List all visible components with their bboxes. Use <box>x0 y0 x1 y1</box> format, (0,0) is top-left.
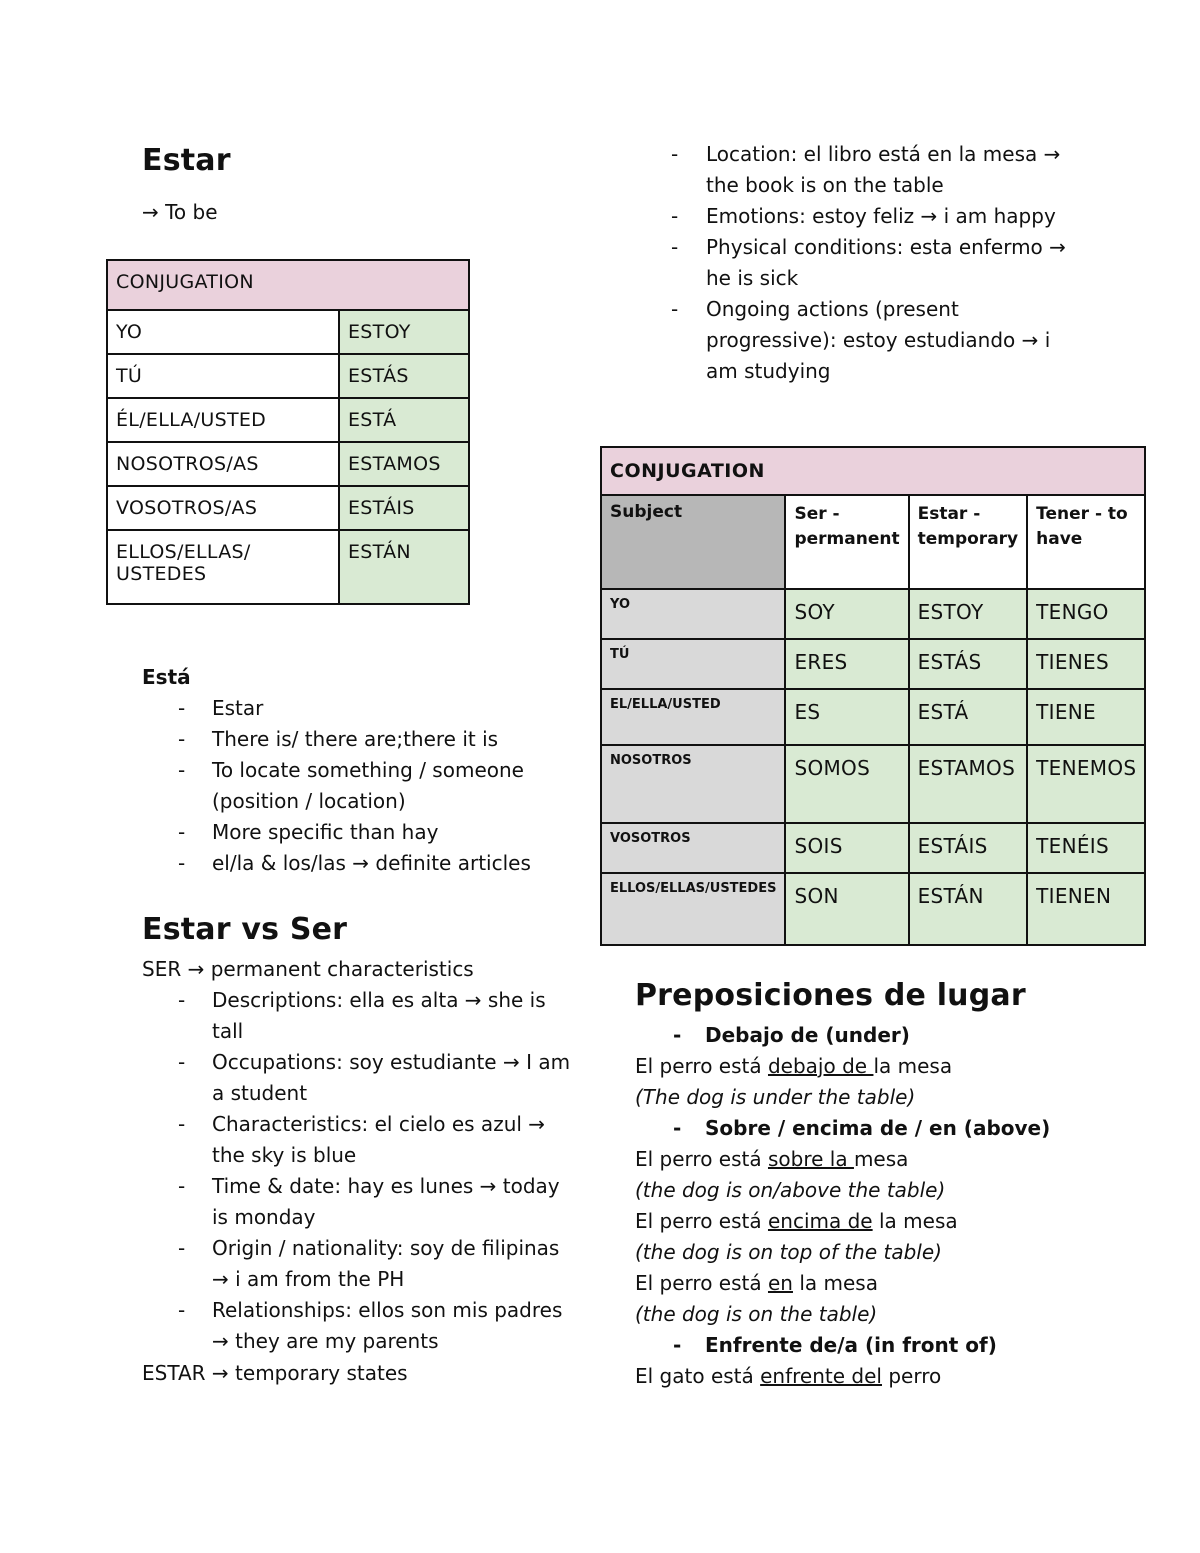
subject-cell: TÚ <box>107 354 339 398</box>
list-item: - To locate something / someone (position / location) <box>178 758 524 813</box>
estar-conjugation-table <box>106 259 470 605</box>
ser-cell: ERES <box>785 639 908 689</box>
prep-heading-under: - Debajo de (under) <box>673 1023 910 1047</box>
column-header: Tener - to have <box>1027 495 1145 589</box>
estar-cell: ESTÁ <box>909 689 1028 745</box>
estar-cell: ESTÁS <box>909 639 1028 689</box>
table-row <box>107 398 469 442</box>
estar-cell: ESTÁIS <box>909 823 1028 873</box>
subject-cell: NOSOTROS/AS <box>107 442 339 486</box>
list-item: - More specific than hay <box>178 820 439 844</box>
list-item: - Physical conditions: esta enfermo → he is sick <box>671 235 1066 290</box>
table-row <box>107 442 469 486</box>
ser-cell: SON <box>785 873 908 945</box>
header-row <box>601 495 1145 589</box>
estar-line: ESTAR → temporary states <box>142 1361 408 1385</box>
ser-cell: SOIS <box>785 823 908 873</box>
ser-cell: SOMOS <box>785 745 908 823</box>
example-sentence: El gato está enfrente del perro <box>635 1364 942 1388</box>
esta-bullet-list <box>142 693 572 879</box>
table-row <box>107 486 469 530</box>
prep-heading-above: - Sobre / encima de / en (above) <box>673 1116 1051 1140</box>
table-row <box>107 354 469 398</box>
example-sentence: El perro está debajo de la mesa <box>635 1054 953 1078</box>
estar-title: Estar <box>142 143 231 178</box>
form-cell: ESTÁIS <box>339 486 469 530</box>
table-row <box>107 310 469 354</box>
tener-cell: TIENES <box>1027 639 1145 689</box>
subject-cell: YO <box>107 310 339 354</box>
list-item: - Time & date: hay es lunes → today is monday <box>178 1174 560 1229</box>
preposiciones-title: Preposiciones de lugar <box>635 978 1026 1013</box>
tener-cell: TIENEN <box>1027 873 1145 945</box>
tener-cell: TIENE <box>1027 689 1145 745</box>
form-cell: ESTÁ <box>339 398 469 442</box>
list-item: - Occupations: soy estudiante → I am a student <box>178 1050 571 1105</box>
subject-cell: VOSOTROS <box>601 823 785 873</box>
example-translation: (the dog is on the table) <box>635 1302 878 1326</box>
tener-cell: TENGO <box>1027 589 1145 639</box>
example-sentence: El perro está en la mesa <box>635 1271 878 1295</box>
tener-cell: TENÉIS <box>1027 823 1145 873</box>
list-item: - Ongoing actions (present progressive): estoy estudiando → i am studying <box>671 297 1051 383</box>
table-row <box>601 689 1145 745</box>
column-header: Subject <box>601 495 785 589</box>
example-translation: (the dog is on/above the table) <box>635 1178 946 1202</box>
example-sentence: El perro está sobre la mesa <box>635 1147 909 1171</box>
subject-cell: EL/ELLA/USTED <box>601 689 785 745</box>
form-cell: ESTOY <box>339 310 469 354</box>
subject-cell: VOSOTROS/AS <box>107 486 339 530</box>
list-item: - Characteristics: el cielo es azul → the sky is blue <box>178 1112 546 1167</box>
estar-cell: ESTÁN <box>909 873 1028 945</box>
form-cell: ESTÁN <box>339 530 469 604</box>
example-sentence: El perro está encima de la mesa <box>635 1209 958 1233</box>
list-item: - Location: el libro está en la mesa → the book is on the table <box>671 142 1061 197</box>
subject-cell: ELLOS/ELLAS/ USTEDES <box>107 530 339 604</box>
ser-line: SER → permanent characteristics <box>142 957 474 981</box>
column-header: Ser - permanent <box>785 495 908 589</box>
estar-cell: ESTOY <box>909 589 1028 639</box>
list-item: - There is/ there are;there it is <box>178 727 499 751</box>
list-item: - Emotions: estoy feliz → i am happy <box>671 204 1056 228</box>
estar-uses-list <box>671 139 1071 387</box>
table-row <box>601 823 1145 873</box>
subject-cell: ÉL/ELLA/USTED <box>107 398 339 442</box>
subject-cell: TÚ <box>601 639 785 689</box>
column-header: Estar - temporary <box>909 495 1028 589</box>
table-header: CONJUGATION <box>601 447 1145 495</box>
esta-heading: Está <box>142 665 191 689</box>
subject-cell: YO <box>601 589 785 639</box>
example-translation: (The dog is under the table) <box>635 1085 916 1109</box>
table-row <box>601 745 1145 823</box>
ser-bullet-list <box>142 985 572 1357</box>
list-item: - Descriptions: ella es alta → she is tall <box>178 988 546 1043</box>
comparison-conjugation-table <box>600 446 1146 946</box>
list-item: - el/la & los/las → definite articles <box>178 851 531 875</box>
list-item: - Origin / nationality: soy de filipinas → i am from the PH <box>178 1236 560 1291</box>
prepositions-section <box>635 1020 1075 1392</box>
table-row <box>601 639 1145 689</box>
estar-vs-ser-title: Estar vs Ser <box>142 912 348 947</box>
table-row <box>601 589 1145 639</box>
table-header: CONJUGATION <box>107 260 469 310</box>
form-cell: ESTÁS <box>339 354 469 398</box>
table-row <box>601 873 1145 945</box>
estar-meaning: → To be <box>142 200 218 224</box>
list-item: - Relationships: ellos son mis padres → they are my parents <box>178 1298 563 1353</box>
tener-cell: TENEMOS <box>1027 745 1145 823</box>
ser-cell: SOY <box>785 589 908 639</box>
example-translation: (the dog is on top of the table) <box>635 1240 942 1264</box>
prep-heading-in-front: - Enfrente de/a (in front of) <box>673 1333 997 1357</box>
subject-cell: NOSOTROS <box>601 745 785 823</box>
estar-cell: ESTAMOS <box>909 745 1028 823</box>
list-item: - Estar <box>178 696 264 720</box>
form-cell: ESTAMOS <box>339 442 469 486</box>
ser-cell: ES <box>785 689 908 745</box>
table-row <box>107 530 469 604</box>
subject-cell: ELLOS/ELLAS/USTEDES <box>601 873 785 945</box>
